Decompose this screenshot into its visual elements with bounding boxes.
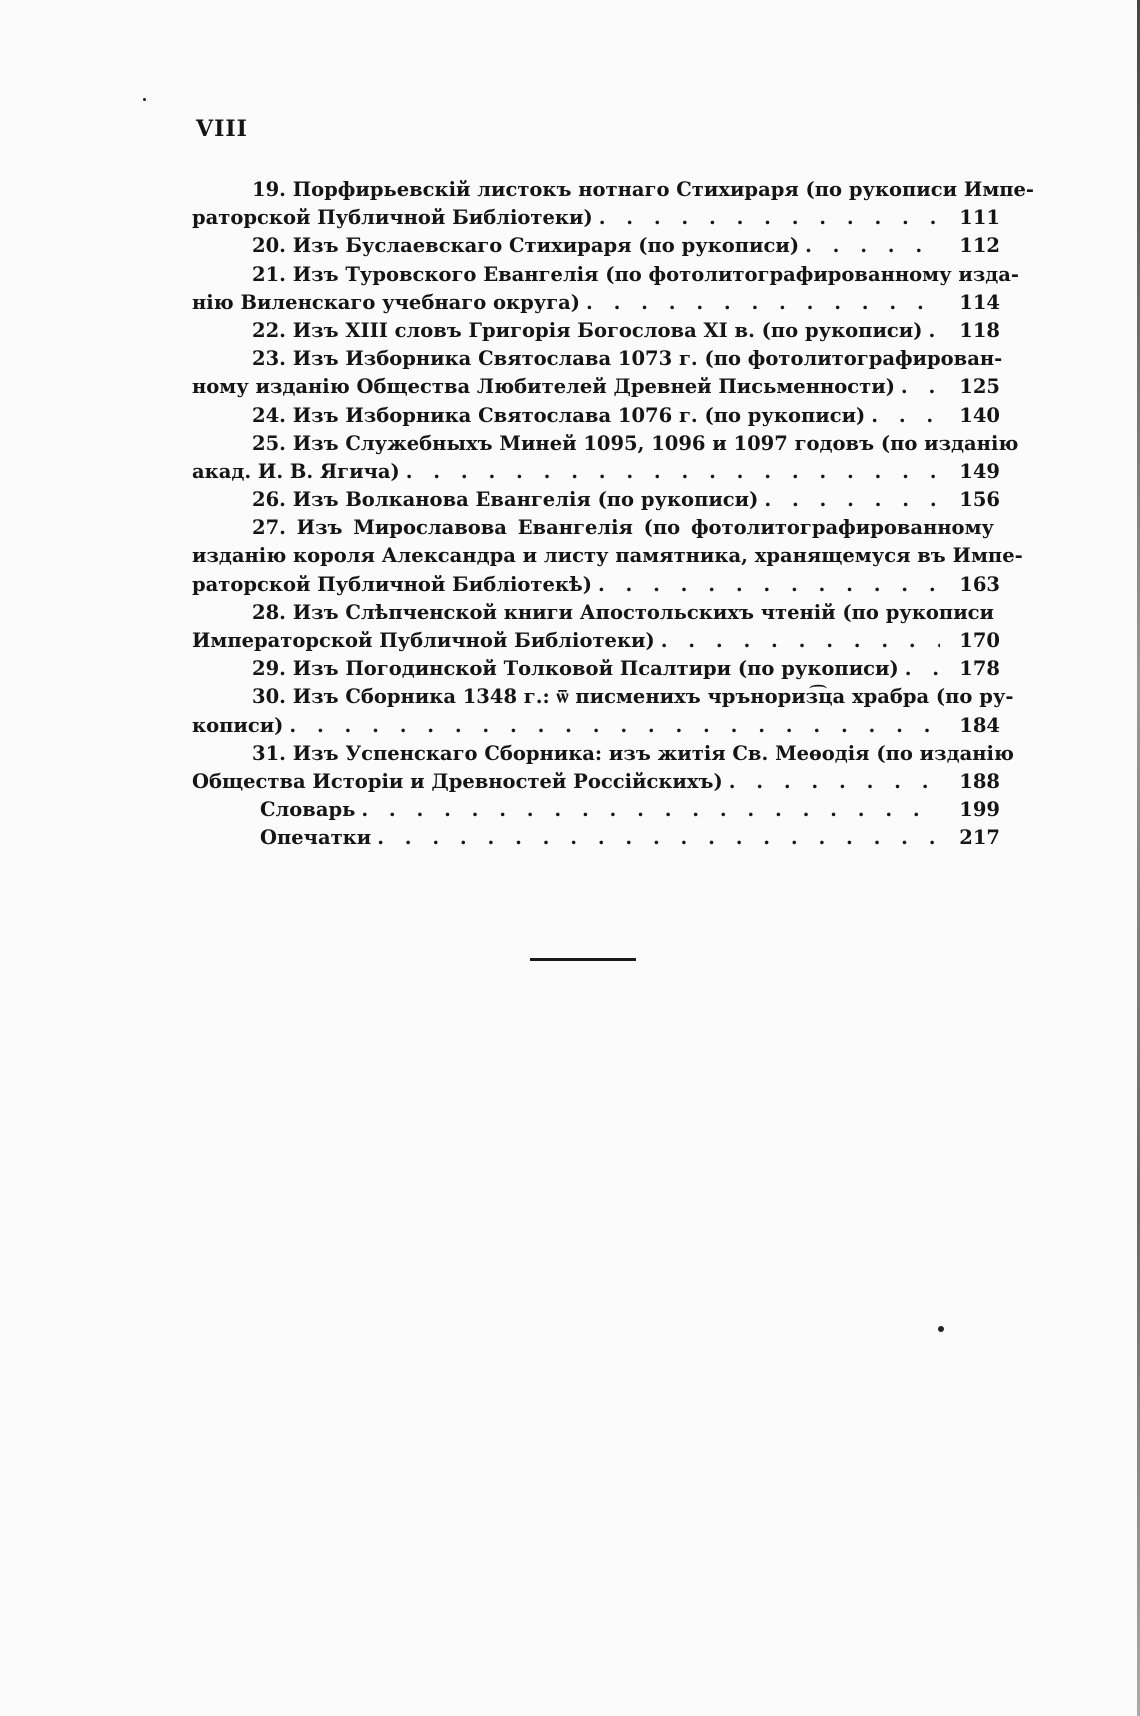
toc-entry-text: 24. Изъ Изборника Святослава 1076 г. (по рукописи) xyxy=(252,403,866,427)
toc-entry-line xyxy=(192,542,1023,570)
toc-entry-text: изданію короля Александра и листу памятника, хранящемуся въ Импе- xyxy=(192,544,1023,568)
dot-leader xyxy=(905,655,940,683)
dot-leader xyxy=(928,317,940,345)
toc-entry-text: нію Виленскаго учебнаго округа) xyxy=(192,290,581,314)
toc-entry-line xyxy=(192,655,1000,683)
toc-entry-text: 19. Порфирьевскій листокъ нотнаго Стихираря (по рукописи Импе- xyxy=(252,178,1035,201)
toc-entry-text: Общества Исторіи и Древностей Россійскихъ) xyxy=(192,769,723,793)
toc-entry-text: Опечатки xyxy=(260,826,372,850)
toc-page-number: 111 xyxy=(959,206,1000,230)
dot-leader xyxy=(377,824,940,852)
toc-entry-line xyxy=(192,824,1000,852)
toc-entry-text: раторской Публичной Библіотеки) xyxy=(192,206,593,230)
toc-entry-line xyxy=(192,683,1014,711)
toc-page-number: 149 xyxy=(959,459,1000,483)
dot-leader xyxy=(729,768,940,796)
toc-entry-text: 28. Изъ Слѣпченской книги Апостольскихъ чтеній (по рукописи xyxy=(252,600,994,624)
toc-page-number: 125 xyxy=(959,375,1000,399)
toc-page-number: 199 xyxy=(959,798,1000,822)
toc-entry-text: кописи) xyxy=(192,713,284,737)
toc-entry-text: 25. Изъ Служебныхъ Миней 1095, 1096 и 1097 годовъ (по изданію xyxy=(252,431,1019,455)
toc-page-number: 112 xyxy=(959,234,1000,258)
closing-rule xyxy=(530,958,636,961)
toc-entry-line xyxy=(192,712,1000,740)
toc-entry-text: 27. Изъ Мирославова Евангелія (по фотолитографированному xyxy=(252,516,994,540)
print-speck xyxy=(143,98,146,101)
dot-leader xyxy=(901,373,940,401)
dot-leader xyxy=(805,232,940,260)
toc-page-number: 114 xyxy=(959,290,1000,314)
dot-leader xyxy=(764,486,940,514)
toc-entry-line xyxy=(192,317,1000,345)
toc-entry-line xyxy=(192,261,1020,289)
dot-leader xyxy=(598,571,940,599)
toc-entry-line xyxy=(192,571,1000,599)
toc-entry-text: 22. Изъ XIII словъ Григорія Богослова XI в. (по рукописи) xyxy=(252,318,923,342)
toc-entry-text: 29. Изъ Погодинской Толковой Псалтири (по рукописи) xyxy=(252,657,899,681)
dot-leader xyxy=(661,627,940,655)
toc-entry-text: раторской Публичной Библіотекѣ) xyxy=(192,572,592,596)
toc-page-number: 163 xyxy=(959,572,1000,596)
toc-entry-line xyxy=(192,599,1000,627)
dot-leader xyxy=(586,289,940,317)
toc-page-number: 170 xyxy=(959,629,1000,652)
toc-entry-line xyxy=(192,627,1000,655)
toc-entry-line xyxy=(192,740,1014,768)
toc-page-number: 188 xyxy=(959,769,1000,793)
toc-entry-text: акад. И. В. Ягича) xyxy=(192,459,400,483)
page-number: VIII xyxy=(196,116,248,142)
toc-page-number: 184 xyxy=(959,713,1000,737)
print-speck xyxy=(938,1326,944,1332)
toc-entry-line xyxy=(192,402,1000,430)
toc-entry-line xyxy=(192,486,1000,514)
toc-entry-text: 30. Изъ Сборника 1348 г.: ѿ писменихъ чрънориз͡ца храбра (по ру- xyxy=(252,685,1014,709)
toc-entry-line xyxy=(192,796,1000,824)
toc-page-number: 118 xyxy=(959,318,1000,342)
table-of-contents xyxy=(192,176,1035,853)
toc-entry-text: 20. Изъ Буслаевскаго Стихираря (по рукописи) xyxy=(252,234,800,258)
toc-page-number: 178 xyxy=(959,657,1000,681)
toc-entry-text: 23. Изъ Изборника Святослава 1073 г. (по фотолитографирован- xyxy=(252,347,1003,371)
toc-entry-text: 26. Изъ Волканова Евангелія (по рукописи) xyxy=(252,488,759,512)
toc-entry-line xyxy=(192,373,1000,401)
toc-entry-line xyxy=(192,514,1000,542)
toc-entry-line xyxy=(192,289,1000,317)
toc-entry-line xyxy=(192,176,1035,204)
toc-page-number: 217 xyxy=(959,826,1000,850)
toc-entry-line xyxy=(192,768,1000,796)
toc-page-number: 140 xyxy=(959,403,1000,427)
dot-leader xyxy=(871,402,940,430)
toc-entry-text: Императорской Публичной Библіотеки) xyxy=(192,629,655,652)
toc-entry-line xyxy=(192,232,1000,260)
dot-leader xyxy=(599,204,940,232)
dot-leader xyxy=(289,712,940,740)
toc-entry-line xyxy=(192,430,1019,458)
toc-entry-line xyxy=(192,204,1000,232)
toc-entry-text: ному изданію Общества Любителей Древней Письменности) xyxy=(192,375,895,399)
dot-leader xyxy=(406,458,940,486)
toc-entry-line xyxy=(192,458,1000,486)
toc-entry-text: Словарь xyxy=(260,798,356,822)
toc-entry-line xyxy=(192,345,1003,373)
toc-entry-text: 21. Изъ Туровского Евангелія (по фотолитографированному изда- xyxy=(252,262,1020,286)
dot-leader xyxy=(361,796,940,824)
toc-entry-text: 31. Изъ Успенскаго Сборника: изъ житія Св. Меѳодія (по изданію xyxy=(252,741,1014,765)
toc-page-number: 156 xyxy=(959,488,1000,512)
